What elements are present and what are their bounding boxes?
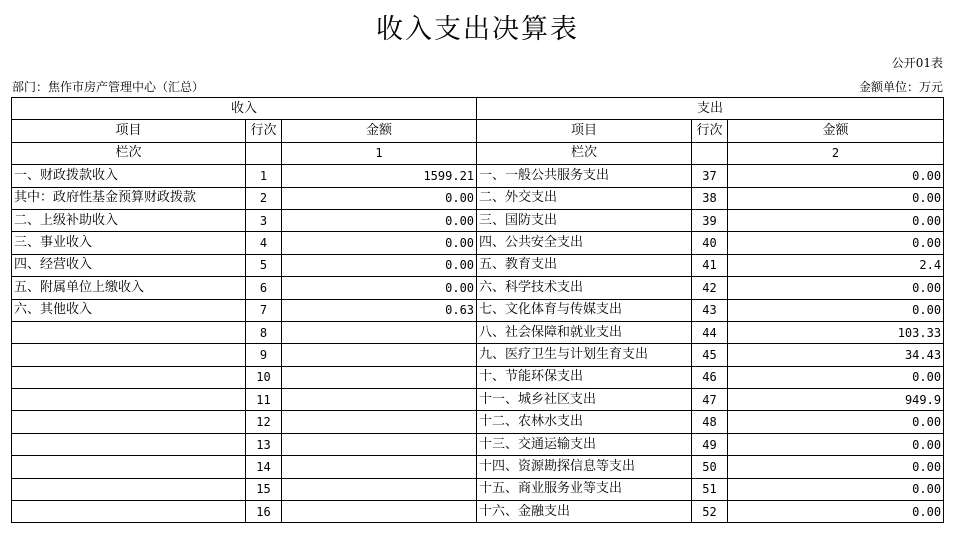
table-row: [12, 344, 944, 366]
table-row: [12, 411, 944, 433]
expense-line-cell: 49: [692, 433, 728, 455]
table-row: [12, 366, 944, 388]
income-item-cell: [12, 366, 246, 388]
expense-item-cell: 八、社会保障和就业支出: [477, 321, 692, 343]
section-header-row: [12, 98, 944, 120]
income-amount-cell: 0.00: [282, 209, 477, 231]
expense-item-cell: 六、科学技术支出: [477, 277, 692, 299]
income-amount-cell: [282, 321, 477, 343]
income-item-cell: [12, 411, 246, 433]
income-line-cell: 4: [246, 232, 282, 254]
income-amount-cell: [282, 456, 477, 478]
expense-item-cell: 七、文化体育与传媒支出: [477, 299, 692, 321]
expense-section-header: 支出: [477, 98, 944, 120]
income-line-header: 行次: [246, 120, 282, 142]
column-header-row: [12, 120, 944, 142]
income-line-cell: 14: [246, 456, 282, 478]
income-item-cell: [12, 456, 246, 478]
expense-line-cell: 40: [692, 232, 728, 254]
expense-amount-cell: 0.00: [728, 478, 944, 500]
income-line-cell: 13: [246, 433, 282, 455]
expense-column-number: 2: [728, 142, 944, 164]
table-row: [12, 165, 944, 187]
income-amount-cell: 1599.21: [282, 165, 477, 187]
expense-amount-cell: 0.00: [728, 411, 944, 433]
income-item-cell: 六、其他收入: [12, 299, 246, 321]
expense-line-cell: 51: [692, 478, 728, 500]
expense-amount-cell: 34.43: [728, 344, 944, 366]
expense-line-cell: 50: [692, 456, 728, 478]
income-item-cell: [12, 501, 246, 523]
expense-line-cell: 46: [692, 366, 728, 388]
income-amount-header: 金额: [282, 120, 477, 142]
income-item-cell: [12, 321, 246, 343]
expense-line-cell: 39: [692, 209, 728, 231]
income-line-cell: 1: [246, 165, 282, 187]
table-row: [12, 299, 944, 321]
expense-line-cell: 42: [692, 277, 728, 299]
income-amount-cell: 0.00: [282, 277, 477, 299]
expense-item-cell: 十一、城乡社区支出: [477, 389, 692, 411]
expense-item-cell: 十二、农林水支出: [477, 411, 692, 433]
income-amount-cell: [282, 501, 477, 523]
expense-line-header: 行次: [692, 120, 728, 142]
expense-item-cell: 十六、金融支出: [477, 501, 692, 523]
income-item-cell: 一、财政拨款收入: [12, 165, 246, 187]
expense-line-cell: 37: [692, 165, 728, 187]
income-item-cell: 五、附属单位上缴收入: [12, 277, 246, 299]
income-line-cell: 9: [246, 344, 282, 366]
form-code: 公开01表: [891, 56, 943, 70]
table-row: [12, 187, 944, 209]
income-line-cell: 16: [246, 501, 282, 523]
department-label: 部门：焦作市房产管理中心（汇总）: [12, 80, 205, 94]
page-title: 收入支出决算表: [376, 14, 579, 45]
expense-amount-cell: 0.00: [728, 187, 944, 209]
income-line-cell: 6: [246, 277, 282, 299]
income-amount-cell: 0.00: [282, 187, 477, 209]
table-row: [12, 254, 944, 276]
expense-line-cell: 43: [692, 299, 728, 321]
table-row: [12, 277, 944, 299]
expense-item-cell: 九、医疗卫生与计划生育支出: [477, 344, 692, 366]
income-amount-cell: 0.00: [282, 232, 477, 254]
expense-item-header: 项目: [477, 120, 692, 142]
expense-amount-cell: 0.00: [728, 209, 944, 231]
expense-item-cell: 五、教育支出: [477, 254, 692, 276]
income-line-cell: 15: [246, 478, 282, 500]
expense-amount-header: 金额: [728, 120, 944, 142]
income-item-cell: 三、事业收入: [12, 232, 246, 254]
amount-unit-label: 金额单位：万元: [858, 80, 943, 94]
table-row: [12, 321, 944, 343]
column-number-row: [12, 142, 944, 164]
expense-line-cell: 48: [692, 411, 728, 433]
table-row: [12, 478, 944, 500]
expense-item-cell: 四、公共安全支出: [477, 232, 692, 254]
income-amount-cell: [282, 478, 477, 500]
expense-amount-cell: 0.00: [728, 277, 944, 299]
income-amount-cell: [282, 344, 477, 366]
expense-amount-cell: 0.00: [728, 232, 944, 254]
income-line-cell: 8: [246, 321, 282, 343]
income-item-cell: [12, 344, 246, 366]
income-section-header: 收入: [12, 98, 477, 120]
expense-line-cell: 52: [692, 501, 728, 523]
table-row: [12, 456, 944, 478]
expense-amount-cell: 0.00: [728, 366, 944, 388]
expense-column-label: 栏次: [477, 142, 692, 164]
income-column-line-blank: [246, 142, 282, 164]
income-item-cell: [12, 433, 246, 455]
income-amount-cell: 0.63: [282, 299, 477, 321]
income-line-cell: 12: [246, 411, 282, 433]
income-line-cell: 3: [246, 209, 282, 231]
income-item-header: 项目: [12, 120, 246, 142]
expense-item-cell: 一、一般公共服务支出: [477, 165, 692, 187]
expense-item-cell: 十三、交通运输支出: [477, 433, 692, 455]
income-amount-cell: [282, 411, 477, 433]
income-expense-table: [11, 97, 944, 523]
income-amount-cell: 0.00: [282, 254, 477, 276]
expense-amount-cell: 0.00: [728, 299, 944, 321]
expense-item-cell: 十五、商业服务业等支出: [477, 478, 692, 500]
expense-item-cell: 二、外交支出: [477, 187, 692, 209]
income-item-cell: [12, 478, 246, 500]
income-item-cell: 四、经营收入: [12, 254, 246, 276]
expense-item-cell: 十、节能环保支出: [477, 366, 692, 388]
expense-amount-cell: 0.00: [728, 433, 944, 455]
table-row: [12, 209, 944, 231]
income-line-cell: 7: [246, 299, 282, 321]
income-line-cell: 5: [246, 254, 282, 276]
table-row: [12, 501, 944, 523]
income-line-cell: 10: [246, 366, 282, 388]
income-line-cell: 2: [246, 187, 282, 209]
expense-amount-cell: 2.4: [728, 254, 944, 276]
expense-amount-cell: 949.9: [728, 389, 944, 411]
income-item-cell: [12, 389, 246, 411]
expense-line-cell: 44: [692, 321, 728, 343]
expense-amount-cell: 0.00: [728, 501, 944, 523]
income-item-cell: 二、上级补助收入: [12, 209, 246, 231]
income-column-label: 栏次: [12, 142, 246, 164]
expense-amount-cell: 0.00: [728, 456, 944, 478]
expense-line-cell: 47: [692, 389, 728, 411]
table-row: [12, 389, 944, 411]
expense-amount-cell: 103.33: [728, 321, 944, 343]
expense-line-cell: 41: [692, 254, 728, 276]
table-row: [12, 433, 944, 455]
income-column-number: 1: [282, 142, 477, 164]
income-line-cell: 11: [246, 389, 282, 411]
expense-line-cell: 38: [692, 187, 728, 209]
expense-line-cell: 45: [692, 344, 728, 366]
expense-item-cell: 三、国防支出: [477, 209, 692, 231]
ledger-body: [12, 165, 944, 523]
expense-amount-cell: 0.00: [728, 165, 944, 187]
income-amount-cell: [282, 433, 477, 455]
expense-column-line-blank: [692, 142, 728, 164]
income-item-cell: 其中：政府性基金预算财政拨款: [12, 187, 246, 209]
income-amount-cell: [282, 366, 477, 388]
table-row: [12, 232, 944, 254]
expense-item-cell: 十四、资源勘探信息等支出: [477, 456, 692, 478]
income-amount-cell: [282, 389, 477, 411]
